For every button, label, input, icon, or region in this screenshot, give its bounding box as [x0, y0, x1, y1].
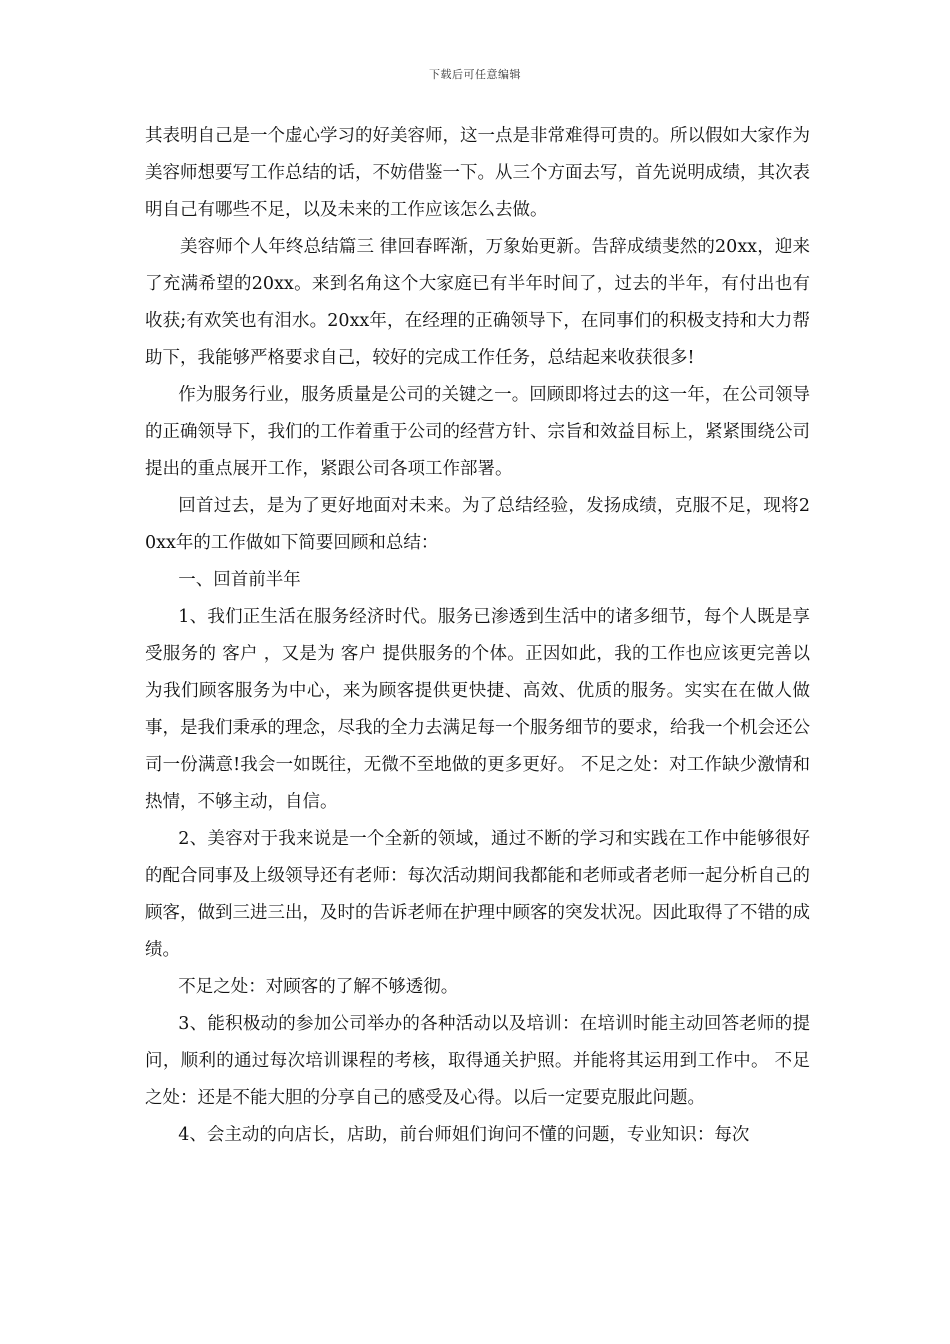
heading-first-half: 一、回首前半年: [178, 570, 301, 590]
paragraph-service: 作为服务行业，服务质量是公司的关键之一。回顾即将过去的这一年，在公司领导的正确领导下，我们的工作着重于公司的经营方针、宗旨和效益目标上，紧紧围绕公司提出的重点展开工作，紧跟公司各项工作部署。: [145, 385, 810, 479]
paragraph-review: 回首过去，是为了更好地面对未来。为了总结经验，发扬成绩，克服不足，现将20xx年的工作做如下简要回顾和总结：: [145, 496, 810, 553]
paragraph-item-3: 3、能积极动的参加公司举办的各种活动以及培训：在培训时能主动回答老师的提问，顺利的通过每次培训课程的考核，取得通关护照。并能将其运用到工作中。 不足之处：还是不能大胆的分享自己的感受及心得。以后一定要克服此问题。: [145, 1014, 810, 1108]
paragraph-item-1: 1、我们正生活在服务经济时代。服务已渗透到生活中的诸多细节，每个人既是享受服务的 客户 ，又是为 客户 提供服务的个体。正因如此，我的工作也应该更完善以为我们顾客服务为中心，来为顾客提供更快捷、高效、优质的服务。实实在在做人做事，是我们秉承的理念，尽我的全力去满足每一个服务细节的要求，给我一个机会还公司一份满意!我会一如既往，无微不至地做的更多更好。 不足之处：对工作缺少激情和热情，不够主动，自信。: [145, 607, 810, 812]
paragraph-intro: 其表明自己是一个虚心学习的好美容师，这一点是非常难得可贵的。所以假如大家作为美容师想要写工作总结的话，不妨借鉴一下。从三个方面去写，首先说明成绩，其次表明自己有哪些不足，以及未来的工作应该怎么去做。: [145, 126, 810, 220]
paragraph-item-4: 4、会主动的向店长，店助，前台师姐们询问不懂的问题，专业知识：每次: [178, 1125, 750, 1145]
document-body: [145, 118, 810, 1154]
paragraph-item-2: 2、美容对于我来说是一个全新的领域，通过不断的学习和实践在工作中能够很好的配合同事及上级领导还有老师：每次活动期间我都能和老师或者老师一起分析自己的顾客，做到三进三出，及时的告诉老师在护理中顾客的突发状况。因此取得了不错的成绩。: [145, 829, 810, 960]
page-header-note: 下载后可任意编辑: [429, 68, 521, 81]
paragraph-shortcoming: 不足之处：对顾客的了解不够透彻。: [178, 977, 459, 997]
paragraph-section-three: 美容师个人年终总结篇三 律回春晖渐，万象始更新。告辞成绩斐然的20xx，迎来了充满希望的20xx。来到名角这个大家庭已有半年时间了，过去的半年，有付出也有收获;有欢笑也有泪水。20xx年，在经理的正确领导下，在同事们的积极支持和大力帮助下，我能够严格要求自己，较好的完成工作任务，总结起来收获很多!: [145, 237, 810, 368]
